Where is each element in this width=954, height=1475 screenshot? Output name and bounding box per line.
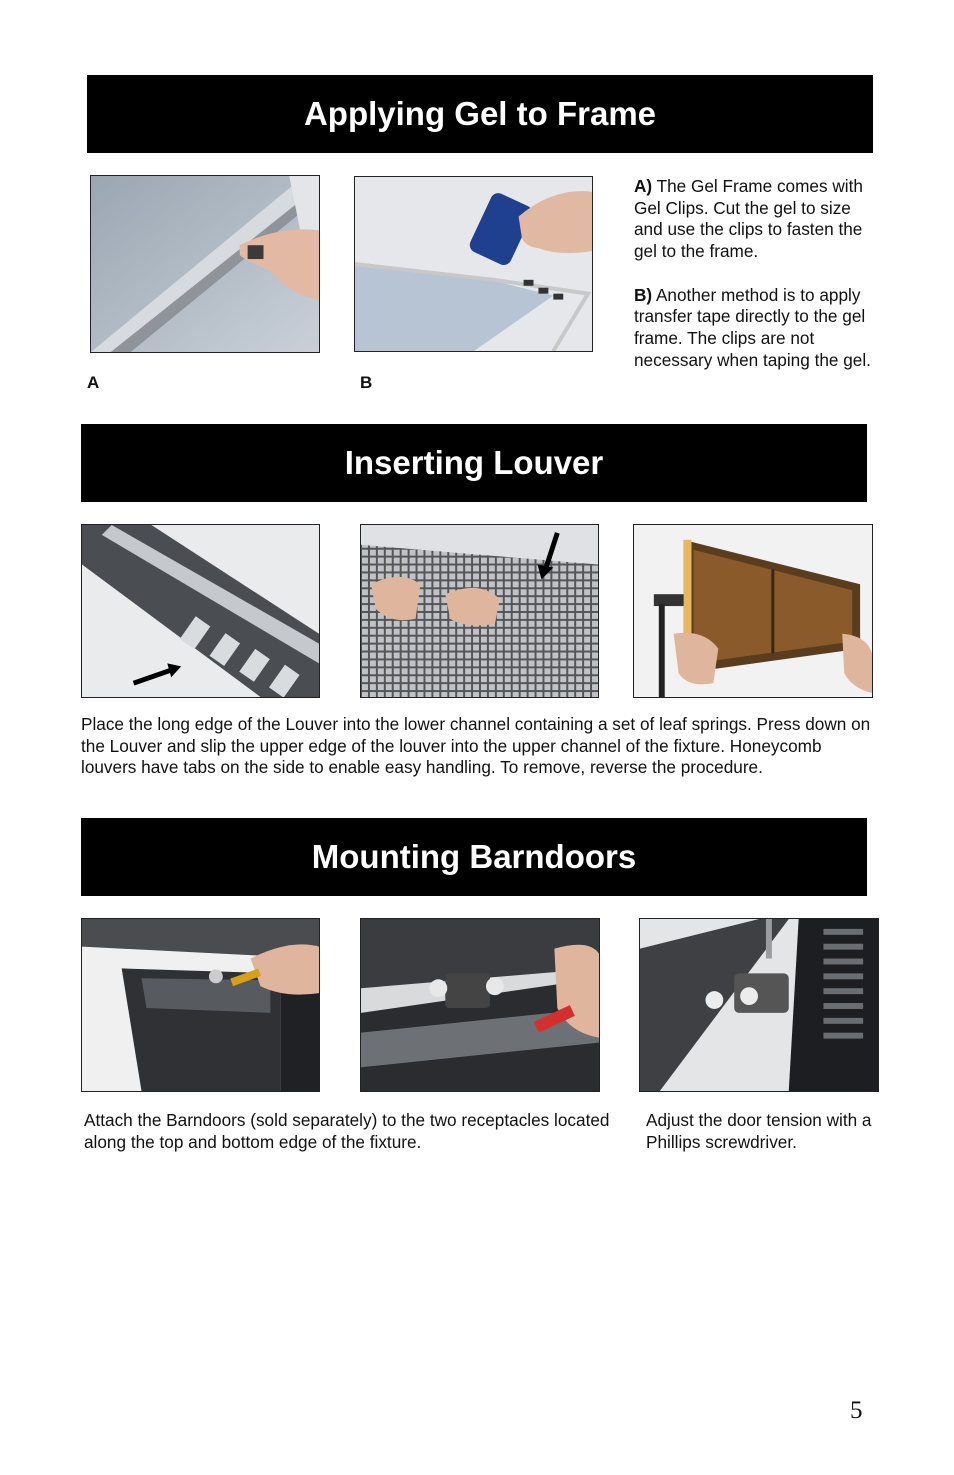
- page-number: 5: [850, 1397, 863, 1424]
- barndoors-description: Attach the Barndoors (sold separately) to the two receptacles located along the top and bottom edge of the fixture.: [84, 1110, 610, 1152]
- gel-description-a: [634, 176, 874, 263]
- photo-transfer-tape: [354, 176, 593, 352]
- section-title-text: Applying Gel to Frame: [303, 95, 657, 132]
- desc-a-text: The Gel Frame comes with Gel Clips. Cut the gel to size and use the clips to fasten the gel to the frame.: [634, 176, 863, 262]
- section-title-mounting-barndoors: [81, 818, 867, 896]
- photo-louver-fixture: [633, 524, 873, 698]
- gel-description-b: [634, 285, 874, 372]
- photo-barndoor-attach: [81, 918, 320, 1092]
- desc-b-text: Another method is to apply transfer tape directly to the gel frame. The clips are not necessary when taping the gel.: [634, 284, 871, 370]
- photo-louver-insert: [360, 524, 599, 698]
- desc-b-key: B): [634, 284, 653, 305]
- section-title-text: Mounting Barndoors: [311, 838, 637, 875]
- photo-barndoor-tension: [639, 918, 879, 1092]
- photo-louver-channel: [81, 524, 320, 698]
- photo-barndoor-receptacle: [360, 918, 600, 1092]
- photo-gel-clips: [90, 175, 320, 353]
- tension-description: Adjust the door tension with a Phillips screwdriver.: [646, 1110, 872, 1152]
- louver-description: Place the long edge of the Louver into the lower channel containing a set of leaf springs. Press down on the Louver and slip the upper edge of the louver into the upper channel of the fixture. Honeycomb louvers have tabs on the side to enable easy handling. To remove, reverse the procedure.: [81, 714, 871, 778]
- caption-b: B: [360, 373, 373, 392]
- section-title-inserting-louver: [81, 424, 867, 502]
- section-title-text: Inserting Louver: [344, 444, 604, 481]
- gel-description: [634, 176, 874, 371]
- desc-a-key: A): [634, 176, 653, 196]
- section-title-applying-gel: [87, 75, 873, 153]
- caption-a: A: [87, 373, 100, 392]
